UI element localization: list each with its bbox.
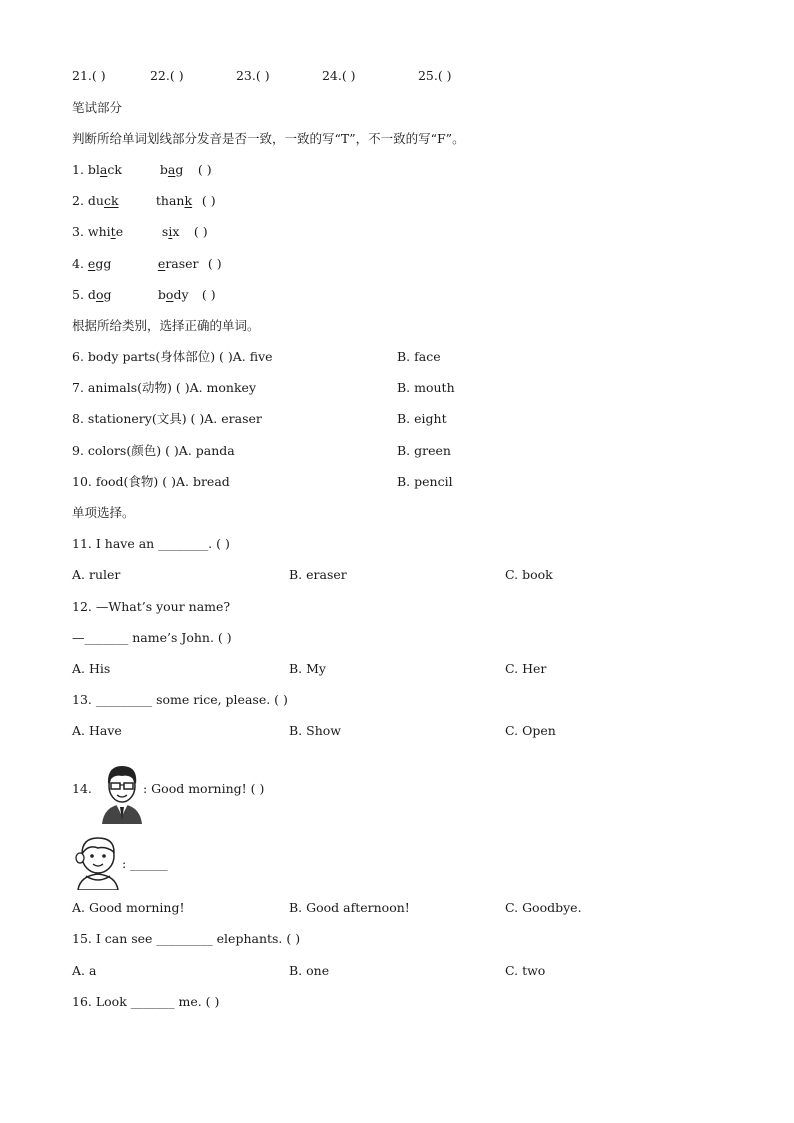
- option-b-10[interactable]: B. pencil: [397, 474, 453, 489]
- answer-line: [72, 68, 452, 84]
- option-b-15[interactable]: B. one: [289, 963, 330, 978]
- option-c-15[interactable]: C. two: [505, 963, 546, 978]
- row-num: 3.: [72, 224, 84, 239]
- section-written-heading: 笔试部分: [72, 100, 123, 115]
- question-13: 13. _________ some rice, please. ( ): [72, 692, 288, 707]
- row-num: 2.: [72, 193, 84, 208]
- category-question-6: 6. body parts(身体部位) ( )A. five: [72, 349, 273, 364]
- question-12-response: —_______ name’s John. ( ): [72, 630, 232, 645]
- question-14-line2: : ______: [122, 856, 168, 871]
- word-1: black: [87, 162, 122, 177]
- option-b-12[interactable]: B. My: [289, 661, 326, 676]
- word-2: thank: [155, 193, 193, 208]
- word-1: egg: [87, 256, 112, 271]
- question-16: 16. Look _______ me. ( ): [72, 994, 220, 1009]
- pronunciation-row-3: [72, 224, 208, 240]
- option-b-8[interactable]: B. eight: [397, 411, 447, 426]
- answer-paren[interactable]: ( ): [201, 287, 216, 302]
- answer-paren[interactable]: ( ): [197, 162, 212, 177]
- option-b-13[interactable]: B. Show: [289, 723, 341, 738]
- section2-instruction: 根据所给类别，选择正确的单词。: [72, 318, 260, 333]
- word-2: six: [161, 224, 180, 239]
- answer-blank-23[interactable]: 23.( ): [235, 68, 270, 83]
- question-15: 15. I can see _________ elephants. ( ): [72, 931, 301, 946]
- answer-paren[interactable]: ( ): [201, 193, 216, 208]
- word-1: duck: [87, 193, 119, 208]
- option-c-11[interactable]: C. book: [505, 567, 553, 582]
- pronunciation-row-5: [72, 287, 216, 303]
- word-1: dog: [87, 287, 112, 302]
- category-question-9: 9. colors(颜色) ( )A. panda: [72, 443, 235, 458]
- pronunciation-row-2: [72, 193, 216, 209]
- word-1: white: [87, 224, 124, 239]
- answer-paren[interactable]: ( ): [193, 224, 208, 239]
- answer-blank-22[interactable]: 22.( ): [149, 68, 184, 83]
- word-2: eraser: [157, 256, 199, 271]
- word-2: bag: [159, 162, 184, 177]
- option-b-7[interactable]: B. mouth: [397, 380, 455, 395]
- option-c-13[interactable]: C. Open: [505, 723, 556, 738]
- student-avatar: [72, 832, 124, 890]
- row-num: 4.: [72, 256, 84, 271]
- option-a-12[interactable]: A. His: [72, 661, 111, 676]
- question-12: 12. —What’s your name?: [72, 599, 231, 614]
- option-b-6[interactable]: B. face: [397, 349, 441, 364]
- answer-blank-24[interactable]: 24.( ): [321, 68, 356, 83]
- question-11: 11. I have an ________. ( ): [72, 536, 230, 551]
- option-a-14[interactable]: A. Good morning!: [72, 900, 185, 915]
- section1-instruction: 判断所给单词划线部分发音是否一致，一致的写“T”，不一致的写“F”。: [72, 131, 465, 146]
- teacher-avatar: [98, 758, 146, 824]
- category-question-10: 10. food(食物) ( )A. bread: [72, 474, 230, 489]
- pronunciation-row-4: [72, 256, 222, 272]
- question-14-line1: : Good morning! ( ): [143, 781, 265, 796]
- word-2: body: [157, 287, 189, 302]
- option-a-13[interactable]: A. Have: [72, 723, 122, 738]
- row-num: 1.: [72, 162, 84, 177]
- option-c-14[interactable]: C. Goodbye.: [505, 900, 582, 915]
- answer-blank-25[interactable]: 25.( ): [417, 68, 452, 83]
- row-num: 5.: [72, 287, 84, 302]
- category-question-8: 8. stationery(文具) ( )A. eraser: [72, 411, 262, 426]
- option-c-12[interactable]: C. Her: [505, 661, 547, 676]
- answer-blank-21[interactable]: 21.( ): [72, 68, 106, 83]
- option-a-11[interactable]: A. ruler: [72, 567, 121, 582]
- option-b-11[interactable]: B. eraser: [289, 567, 347, 582]
- category-question-7: 7. animals(动物) ( )A. monkey: [72, 380, 257, 395]
- pronunciation-row-1: [72, 162, 212, 178]
- section3-instruction: 单项选择。: [72, 505, 135, 520]
- option-b-14[interactable]: B. Good afternoon!: [289, 900, 410, 915]
- option-b-9[interactable]: B. green: [397, 443, 451, 458]
- option-a-15[interactable]: A. a: [72, 963, 97, 978]
- answer-paren[interactable]: ( ): [207, 256, 222, 271]
- question-14-number: 14.: [72, 781, 92, 796]
